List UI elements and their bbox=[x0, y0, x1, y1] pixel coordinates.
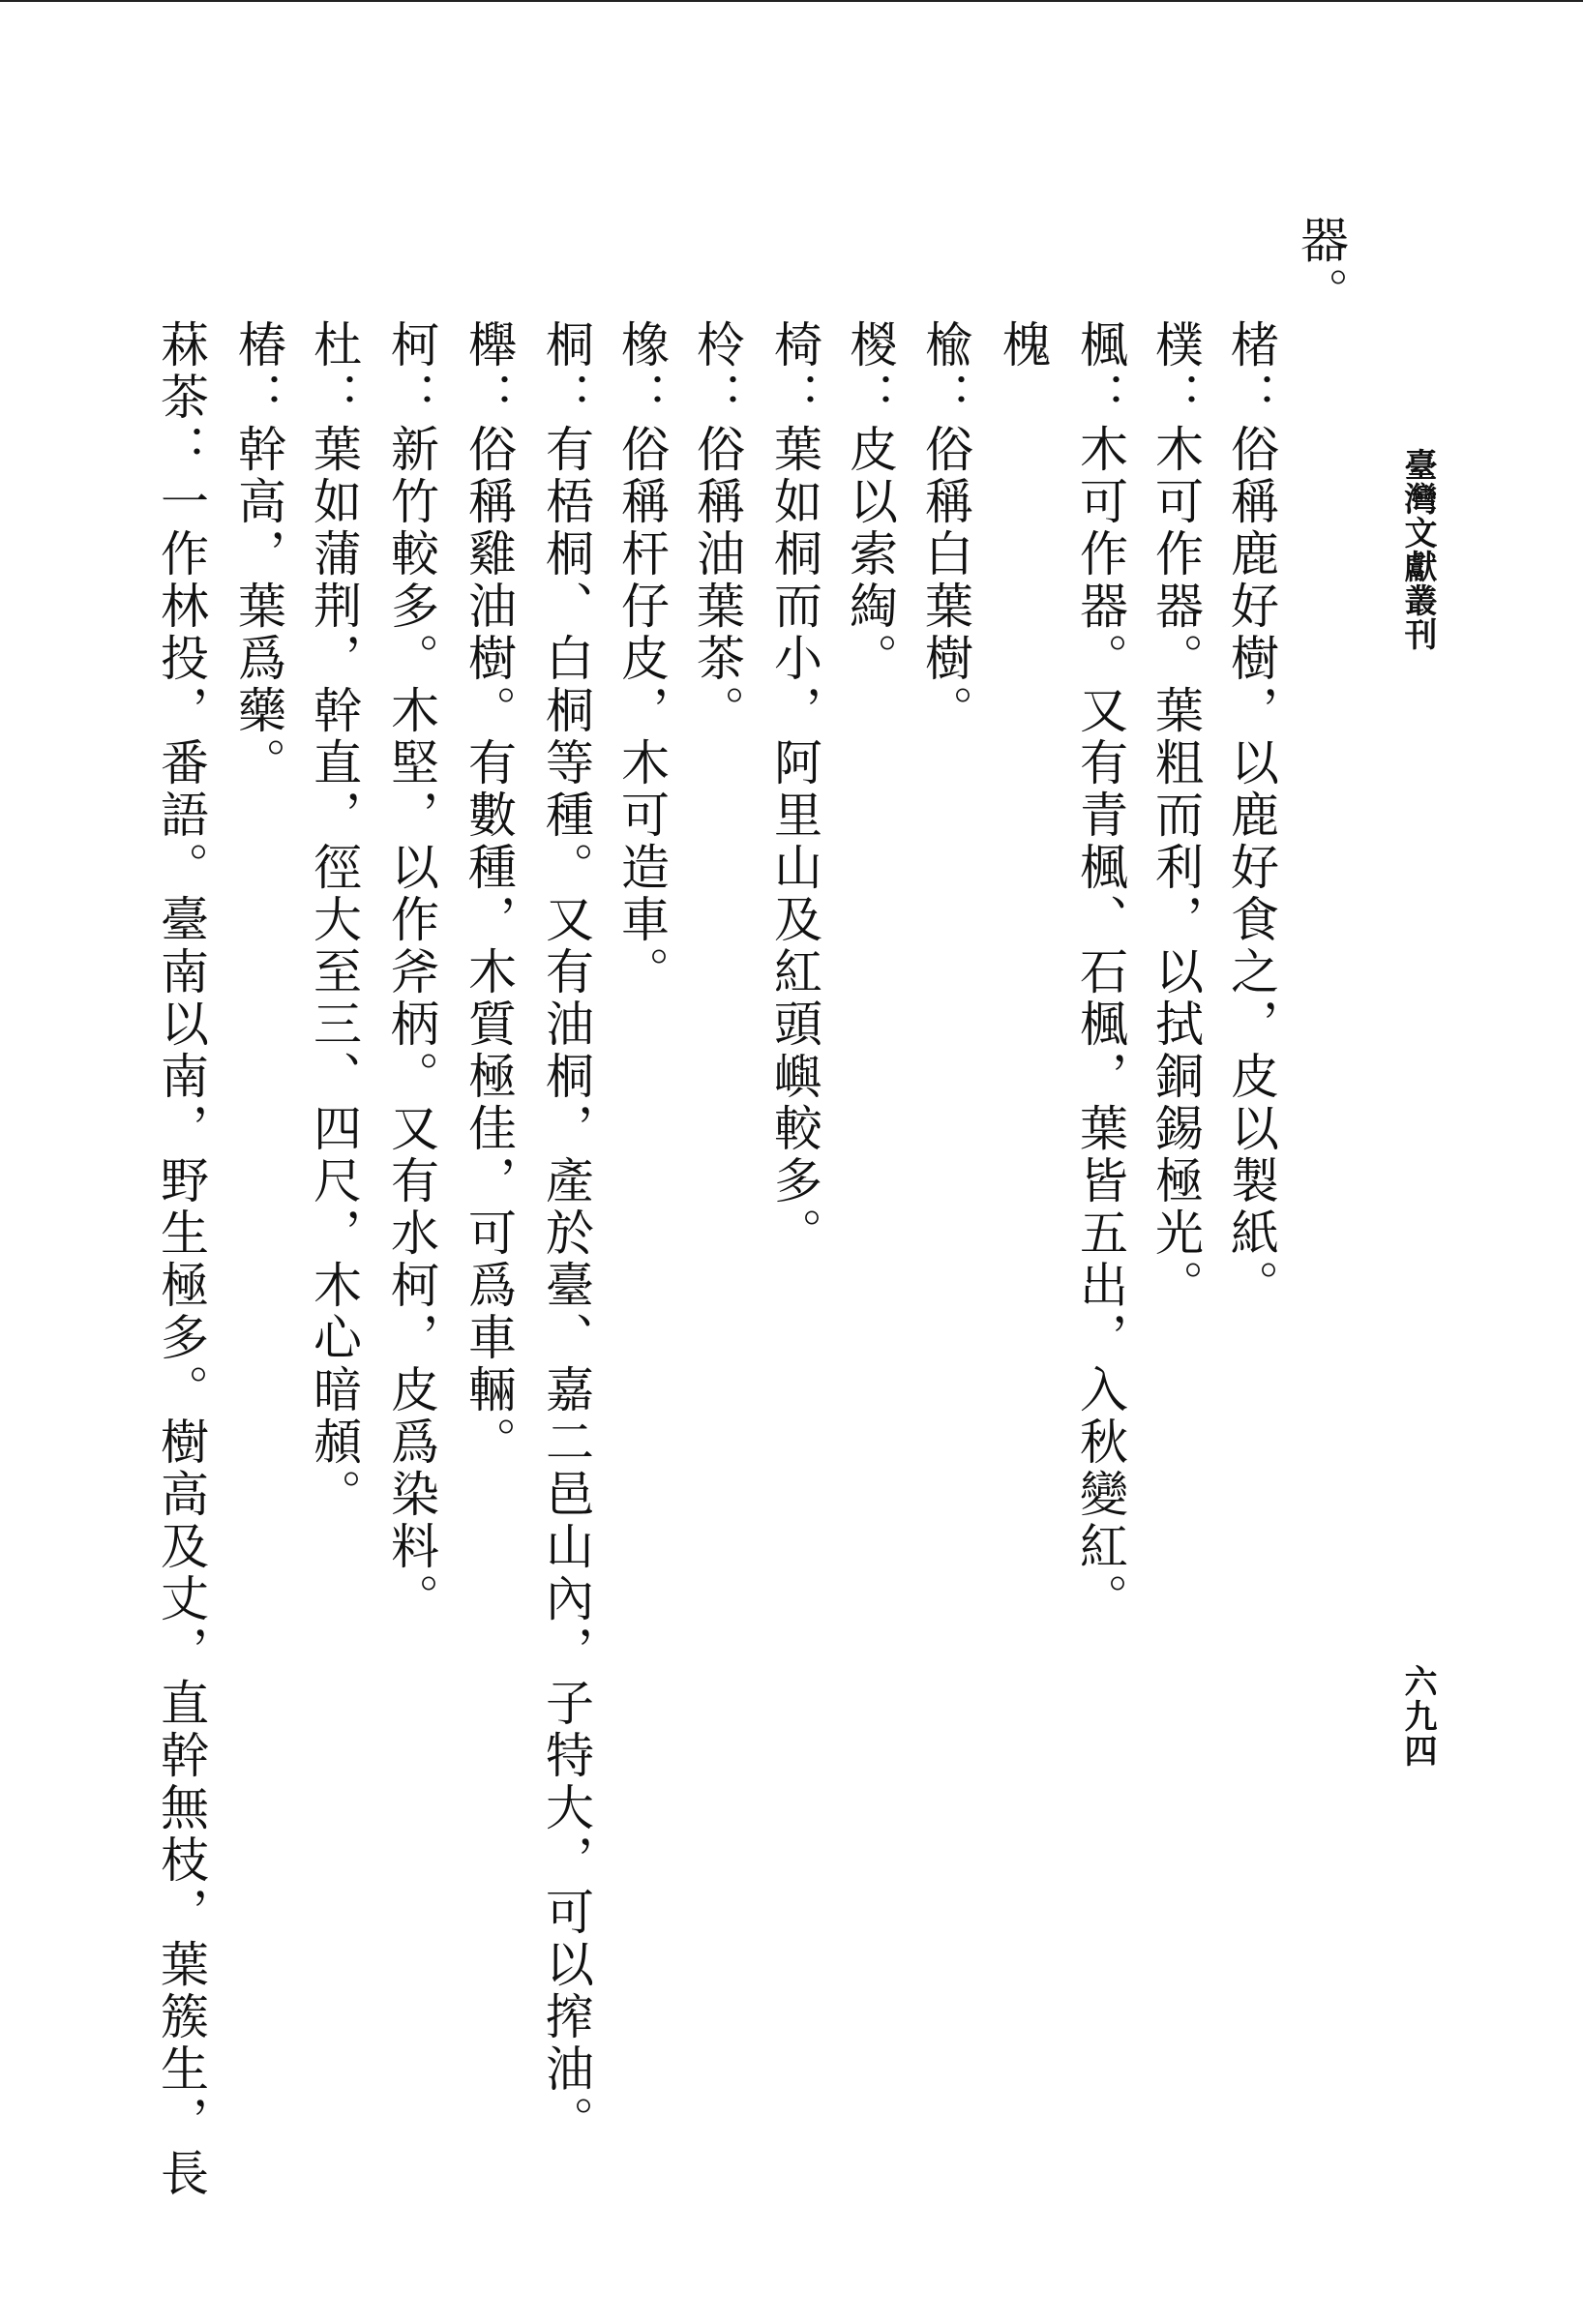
text-column-14: 杜：葉如蒲荆，幹直，徑大至三、四尺，木心暗頳。 bbox=[306, 319, 362, 1521]
text-column-9: 柃：俗稱油葉茶。 bbox=[689, 319, 745, 737]
text-column-6: 楡：俗稱白葉樹。 bbox=[917, 319, 973, 737]
text-column-2: 楮：俗稱鹿好樹，以鹿好食之，皮以製紙。 bbox=[1223, 319, 1279, 1312]
text-column-5: 槐 bbox=[995, 319, 1051, 372]
top-border-line bbox=[0, 0, 1583, 2]
text-column-1: 器。 bbox=[1293, 215, 1349, 319]
text-column-8: 椅：葉如桐而小，阿里山及紅頭嶼較多。 bbox=[766, 319, 822, 1260]
text-column-3: 樸：木可作器。葉粗而利，以拭銅錫極光。 bbox=[1148, 319, 1204, 1312]
page-number: 六九四 bbox=[1398, 1664, 1437, 1769]
text-column-15: 椿：幹高，葉爲藥。 bbox=[230, 319, 286, 790]
running-title: 臺灣文獻叢刊 bbox=[1398, 448, 1437, 651]
text-column-7: 椶：皮以索綯。 bbox=[842, 319, 898, 685]
text-column-12: 櫸：俗稱雞油樹。有數種，木質極佳，可爲車輛。 bbox=[461, 319, 517, 1469]
text-column-4: 楓：木可作器。又有青楓、石楓，葉皆五出，入秋變紅。 bbox=[1072, 319, 1128, 1625]
text-column-16: 菻茶：一作林投，番語。臺南以南，野生極多。樹高及丈，直幹無枝，葉簇生，長 bbox=[153, 319, 209, 2200]
text-column-10: 橡：俗稱杆仔皮，木可造車。 bbox=[613, 319, 670, 998]
text-column-11: 桐：有梧桐、白桐等種。又有油桐，產於臺、嘉二邑山內，子特大，可以搾油。 bbox=[538, 319, 594, 2148]
text-column-13: 柯：新竹較多。木堅，以作斧柄。又有水柯，皮爲染料。 bbox=[383, 319, 439, 1625]
